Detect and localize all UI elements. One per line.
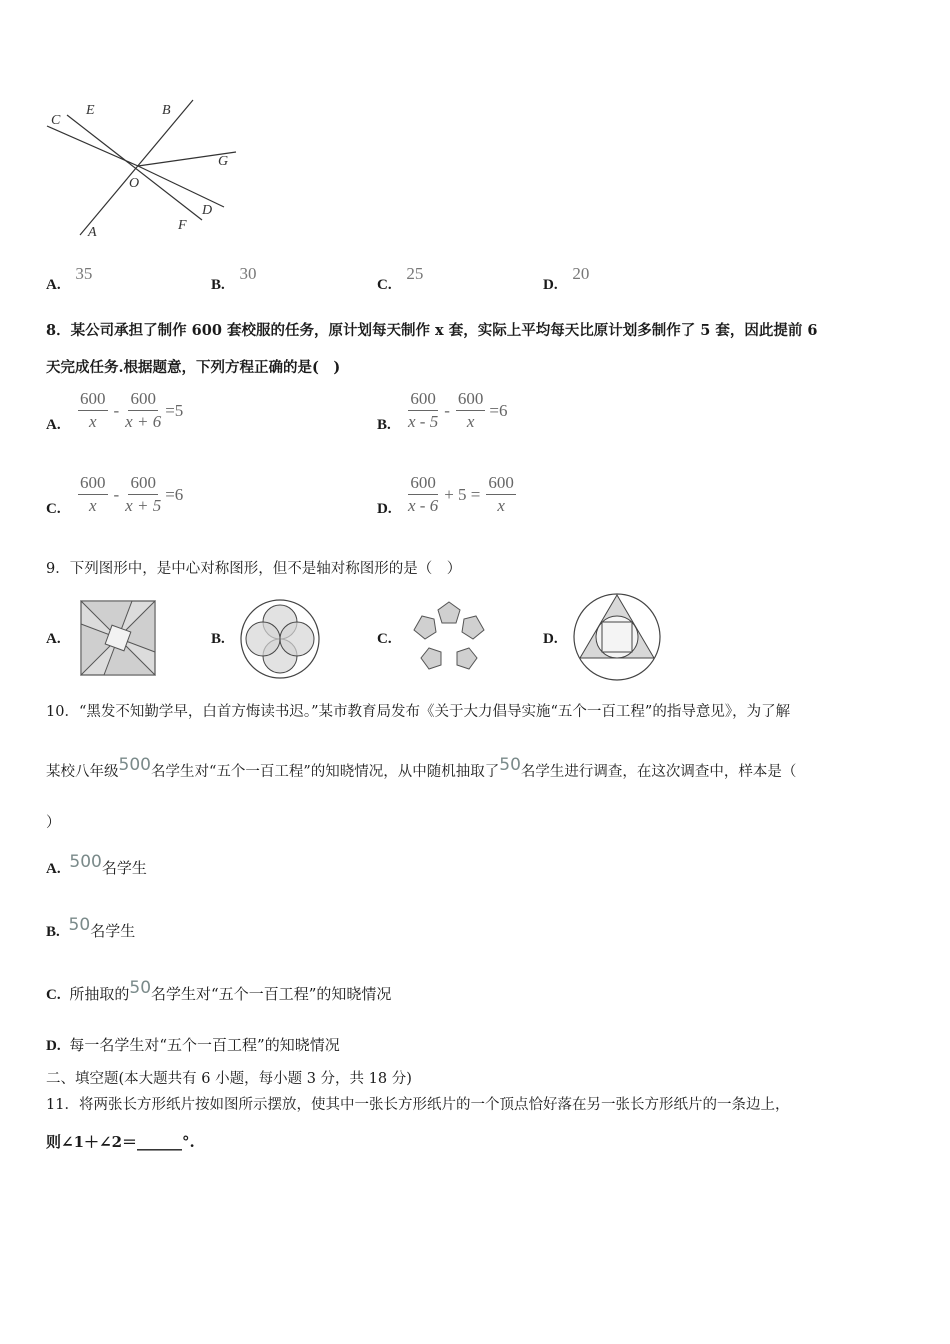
label-G: G — [218, 154, 229, 169]
q7-option-c[interactable] — [377, 264, 424, 293]
option-label: D. — [46, 1038, 61, 1054]
numerator: 600 — [408, 473, 438, 495]
denominator: x - 5 — [408, 412, 439, 431]
numerator: 600 — [78, 389, 108, 411]
q10-option-b[interactable] — [46, 915, 136, 943]
denominator: x + 5 — [125, 496, 162, 515]
denominator: x — [497, 496, 505, 515]
option-text: 每一名学生对“五个一百工程”的知晓情况 — [69, 1036, 340, 1054]
denominator: x - 6 — [408, 496, 439, 515]
rhs: =6 — [489, 400, 508, 420]
q10-question-line2 — [46, 755, 797, 783]
number-50: 50 — [499, 755, 521, 775]
option-label: A. — [46, 277, 61, 293]
q8-option-a[interactable] — [76, 389, 183, 432]
label-F: F — [178, 218, 187, 233]
numerator: 600 — [128, 389, 158, 411]
q11-question-line1: 11．将两张长方形纸片按如图所示摆放，使其中一张长方形纸片的一个顶点恰好落在另一张长方形纸片的一条边上， — [46, 1097, 790, 1113]
q10-option-a[interactable] — [46, 852, 147, 880]
q8-option-d[interactable] — [406, 473, 518, 516]
q8-option-c-label: C. — [46, 501, 61, 517]
ray-OD — [138, 166, 224, 207]
label-O: O — [129, 176, 140, 191]
option-number: 500 — [69, 852, 102, 872]
q9-figure-a[interactable] — [80, 600, 156, 676]
numerator: 600 — [456, 389, 486, 411]
line-EF — [67, 115, 202, 220]
denominator: x — [466, 412, 475, 431]
option-label: C. — [46, 987, 61, 1003]
middle-term: + 5 = — [444, 484, 481, 504]
numerator: 600 — [486, 473, 516, 495]
q8-option-d-label: D. — [377, 501, 392, 517]
q9-option-d-label: D. — [543, 631, 558, 647]
q9-question: 9．下列图形中，是中心对称图形，但不是轴对称图形的是（ ） — [46, 561, 462, 577]
numerator: 600 — [408, 389, 438, 411]
number-500: 500 — [118, 755, 151, 775]
denominator: x — [88, 412, 97, 431]
label-E: E — [86, 103, 95, 118]
option-text: 名学生 — [101, 859, 147, 877]
option-value: 20 — [572, 264, 590, 283]
q8-question-line1: 8．某公司承担了制作 600 套校服的任务，原计划每天制作 x 套，实际上平均每天比原计划多制作了 5 套，因此提前 6 — [46, 322, 818, 339]
q8-option-c[interactable] — [76, 473, 183, 516]
q10-question-line1: 10．“黑发不知勤学早，白首方悔读书迟。”某市教育局发布《关于大力倡导实施“五个一百工程”的指导意见》，为了解 — [46, 704, 791, 720]
text-segment: 名学生对“五个一百工程”的知晓情况，从中随机抽取了 — [150, 764, 500, 780]
option-value: 30 — [239, 264, 257, 283]
rhs: =5 — [165, 400, 184, 420]
option-label: A. — [46, 861, 61, 877]
q7-angle-figure — [40, 95, 250, 245]
line-AB — [80, 100, 193, 235]
q7-option-b[interactable] — [211, 264, 257, 293]
rhs: =6 — [165, 484, 184, 504]
operator: - — [113, 400, 120, 420]
option-value: 25 — [406, 264, 424, 283]
label-A: A — [88, 225, 97, 240]
numerator: 600 — [78, 473, 108, 495]
q9-option-b-label: B. — [211, 631, 225, 647]
q7-option-a[interactable] — [46, 264, 93, 293]
q9-option-c-label: C. — [377, 631, 392, 647]
option-label: D. — [543, 277, 558, 293]
q9-option-a-label: A. — [46, 631, 61, 647]
option-label: B. — [211, 277, 225, 293]
q8-option-b-label: B. — [377, 417, 391, 433]
option-label: C. — [377, 277, 392, 293]
q9-figure-b[interactable] — [238, 598, 322, 680]
numerator: 600 — [128, 473, 158, 495]
option-number: 50 — [129, 978, 152, 998]
option-label: B. — [46, 924, 60, 940]
text-segment: 名学生进行调查，在这次调查中，样本是（ — [520, 764, 797, 780]
option-value: 35 — [75, 264, 93, 283]
operator: - — [444, 400, 450, 420]
q8-option-b[interactable] — [406, 389, 507, 432]
q7-option-d[interactable] — [543, 264, 590, 293]
label-B: B — [162, 103, 171, 118]
text-segment: 某校八年级 — [46, 764, 119, 780]
q11-question-line2: 则∠1＋∠2＝______°. — [46, 1133, 195, 1151]
operator: - — [113, 484, 120, 504]
option-text: 名学生 — [90, 922, 136, 940]
q10-question-line3: ） — [46, 815, 61, 831]
section-heading: 二、填空题(本大题共有 6 小题，每小题 3 分，共 18 分) — [46, 1071, 412, 1087]
q8-question-line2: 天完成任务.根据题意，下列方程正确的是( ) — [46, 359, 341, 376]
option-text: 名学生对“五个一百工程”的知晓情况 — [151, 985, 392, 1003]
denominator: x + 6 — [125, 412, 162, 431]
q9-figure-c[interactable] — [406, 600, 492, 680]
q10-option-d[interactable] — [46, 1034, 340, 1057]
option-text-pre: 所抽取的 — [69, 985, 130, 1003]
label-C: C — [51, 113, 61, 128]
label-D: D — [202, 203, 213, 218]
q8-option-a-label: A. — [46, 417, 61, 433]
q9-figure-d[interactable] — [572, 592, 662, 682]
denominator: x — [88, 496, 97, 515]
q10-option-c[interactable] — [46, 978, 392, 1006]
option-number: 50 — [68, 915, 91, 935]
